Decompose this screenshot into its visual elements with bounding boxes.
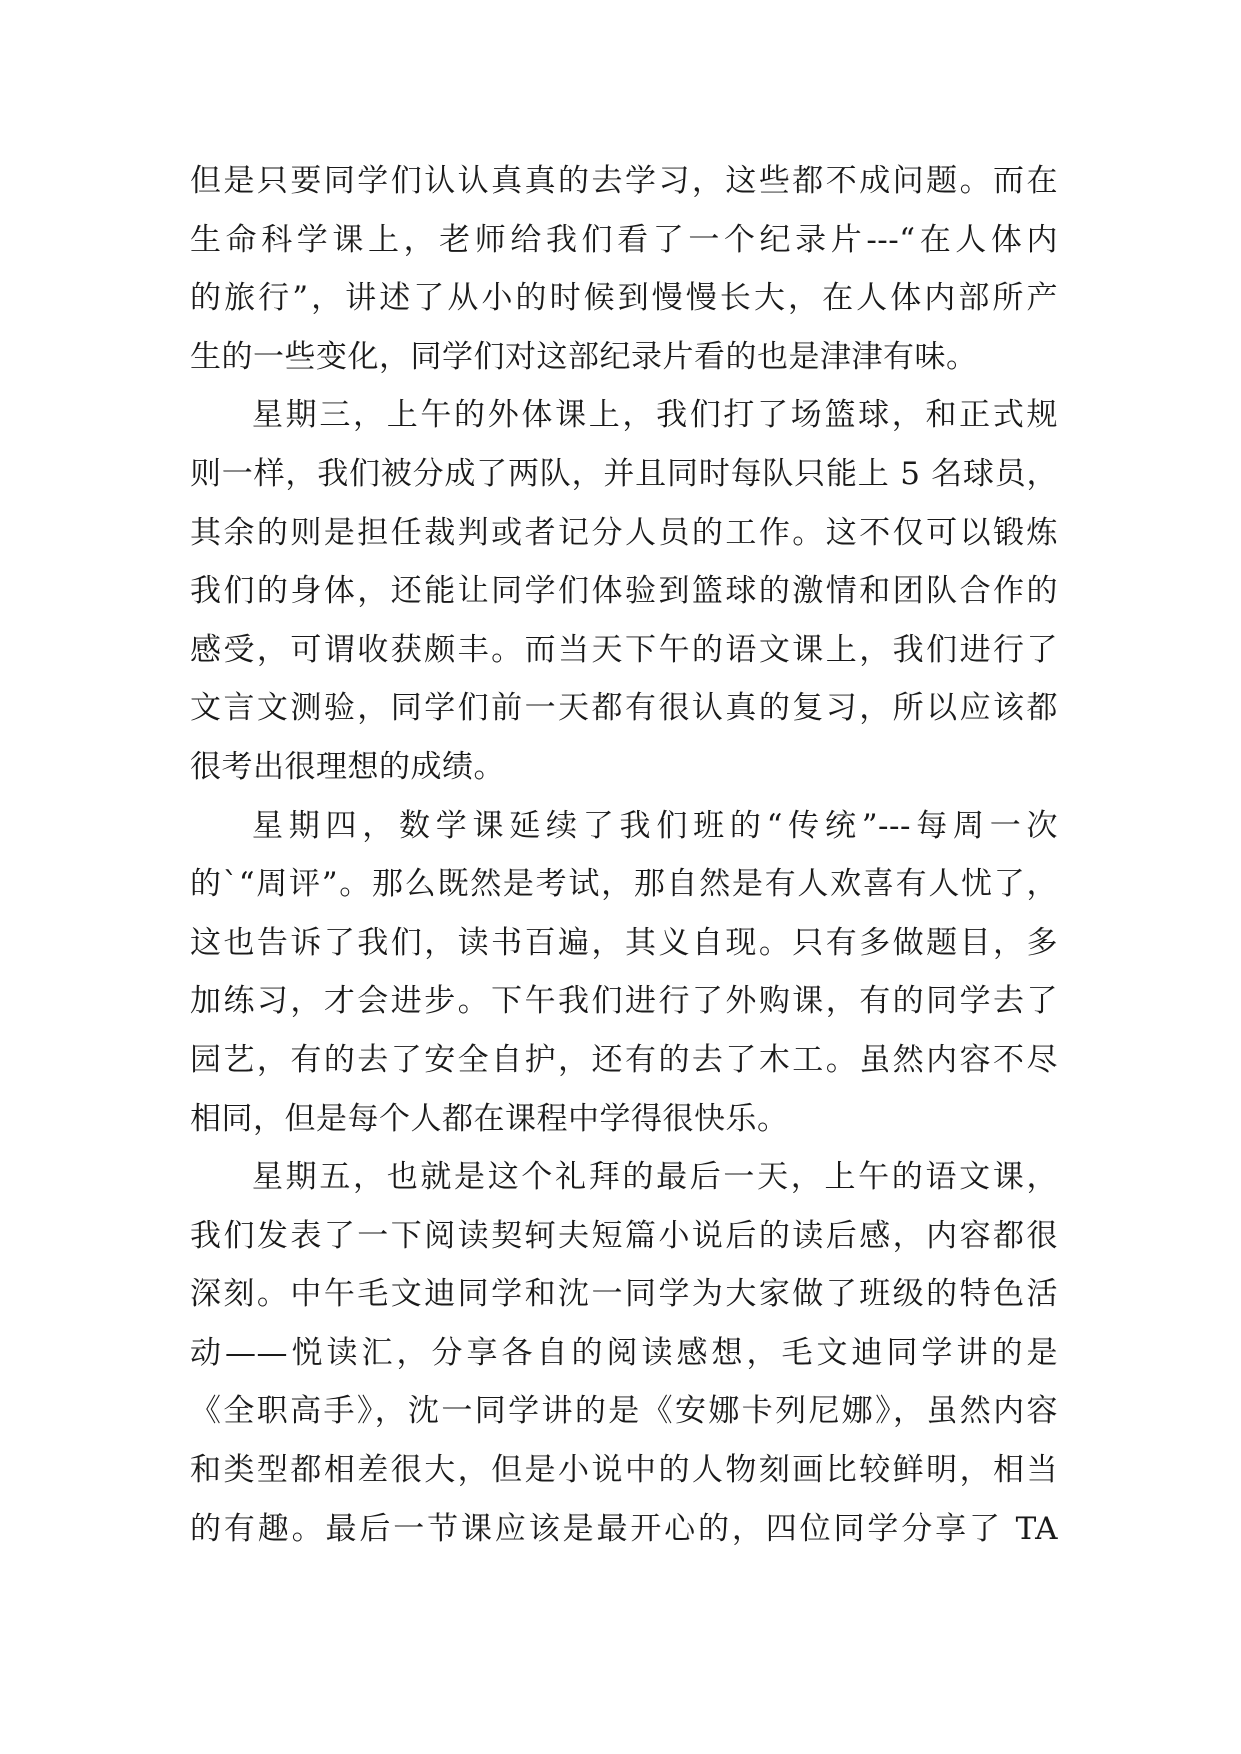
text-line: 相同，但是每个人都在课程中学得很快乐。 xyxy=(190,1100,789,1137)
text-line: 但是只要同学们认认真真的去学习，这些都不成问题。而在 xyxy=(190,163,1058,199)
text-line: 我们的身体，还能让同学们体验到篮球的激情和团队合作的 xyxy=(190,573,1058,610)
text-line: 这也告诉了我们，读书百遍，其义自现。只有多做题目，多 xyxy=(190,924,1058,961)
document-body xyxy=(190,152,1058,1558)
text-line: 《全职高手》，沈一同学讲的是《安娜卡列尼娜》，虽然内容 xyxy=(190,1393,1058,1430)
text-line: 加练习，才会进步。下午我们进行了外购课，有的同学去了 xyxy=(190,983,1058,1020)
text-line: 很考出很理想的成绩。 xyxy=(190,748,505,785)
text-line: 的`“周评”。那么既然是考试，那自然是有人欢喜有人忧了， xyxy=(190,866,1058,903)
text-line: 文言文测验，同学们前一天都有很认真的复习，所以应该都 xyxy=(190,690,1058,727)
text-line: 的旅行”，讲述了从小的时候到慢慢长大，在人体内部所产 xyxy=(190,280,1058,317)
text-line: 生命科学课上，老师给我们看了一个纪录片---“在人体内 xyxy=(190,221,1058,258)
text-line: 和类型都相差很大，但是小说中的人物刻画比较鲜明，相当 xyxy=(190,1452,1058,1489)
text-line: 感受，可谓收获颇丰。而当天下午的语文课上，我们进行了 xyxy=(190,631,1058,668)
text-line: 深刻。中午毛文迪同学和沈一同学为大家做了班级的特色活 xyxy=(190,1276,1058,1313)
paragraph-first-line: 星期五，也就是这个礼拜的最后一天，上午的语文课， xyxy=(252,1159,1058,1196)
text-line: 园艺，有的去了安全自护，还有的去了木工。虽然内容不尽 xyxy=(190,1041,1058,1078)
text-line: 则一样，我们被分成了两队，并且同时每队只能上 5 名球员， xyxy=(190,455,1058,492)
text-line: 生的一些变化，同学们对这部纪录片看的也是津津有味。 xyxy=(190,338,978,375)
text-line: 的有趣。最后一节课应该是最开心的，四位同学分享了 TA xyxy=(190,1510,1058,1547)
paragraph-first-line: 星期三，上午的外体课上，我们打了场篮球，和正式规 xyxy=(252,397,1058,434)
text-line: 我们发表了一下阅读契轲夫短篇小说后的读后感，内容都很 xyxy=(190,1217,1058,1254)
text-line: 动——悦读汇，分享各自的阅读感想，毛文迪同学讲的是 xyxy=(190,1334,1058,1371)
text-line: 其余的则是担任裁判或者记分人员的工作。这不仅可以锻炼 xyxy=(190,514,1058,551)
paragraph-first-line: 星期四，数学课延续了我们班的“传统”---每周一次 xyxy=(252,807,1058,844)
